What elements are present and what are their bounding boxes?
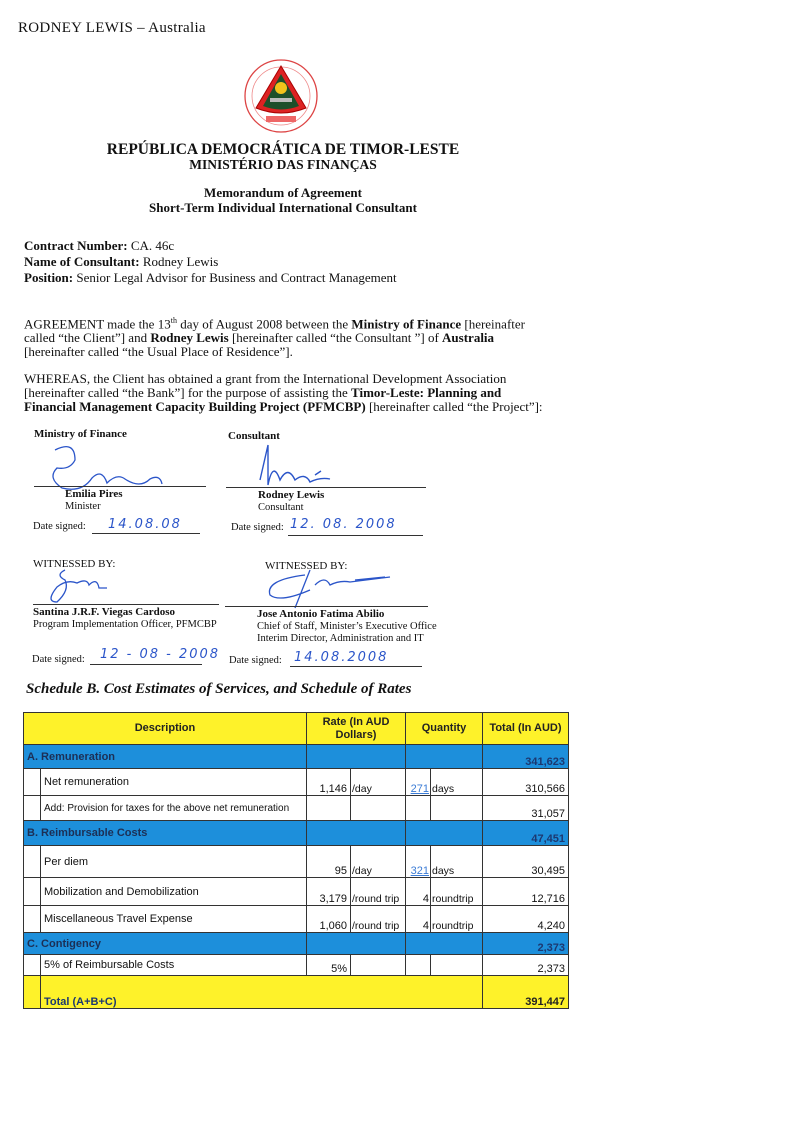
document-subtitle: Short-Term Individual International Consultant xyxy=(149,200,417,215)
section-label: B. Reimbursable Costs xyxy=(24,821,307,846)
page-header-title: RODNEY LEWIS – Australia xyxy=(18,20,206,36)
document-title: Memorandum of Agreement xyxy=(204,185,362,200)
col-header-total: Total (In AUD) xyxy=(483,713,569,745)
agreement-paragraph: AGREEMENT made the 13th day of August 2008 between the Ministry of Finance [hereinafter called “the Client”] and Rodney Lewis [hereinafter called “the Consultant ”] of Australia [hereinafter called “the Usual Place of Residence”]. xyxy=(24,316,525,360)
row-description: Per diem xyxy=(41,846,307,878)
table-row xyxy=(24,906,569,933)
row-rate-unit: /round trip xyxy=(351,906,406,933)
indent-cell xyxy=(24,769,41,796)
empty-cell xyxy=(307,933,406,955)
row-rate xyxy=(307,796,351,821)
witness-date-left: 12 - 08 - 2008 xyxy=(100,647,221,662)
row-rate: 3,179 xyxy=(307,878,351,906)
section-row xyxy=(24,745,569,769)
witness-heading-left: WITNESSED BY: xyxy=(33,558,116,570)
section-total: 2,373 xyxy=(483,933,569,955)
empty-cell xyxy=(307,745,406,769)
row-rate-unit: /day xyxy=(351,769,406,796)
empty-cell xyxy=(406,933,483,955)
consultant-name: Name of Consultant: Rodney Lewis xyxy=(24,254,219,269)
date-label-left: Date signed: xyxy=(33,521,86,532)
row-rate: 1,060 xyxy=(307,906,351,933)
witness-date-right: 14.08.2008 xyxy=(294,650,389,665)
table-row xyxy=(24,878,569,906)
row-description: Miscellaneous Travel Expense xyxy=(41,906,307,933)
row-rate: 5% xyxy=(307,955,351,976)
signature-jose-abilio xyxy=(255,565,405,610)
row-total: 30,495 xyxy=(483,846,569,878)
table-row xyxy=(24,769,569,796)
indent-cell xyxy=(24,796,41,821)
grand-total-row xyxy=(24,976,569,1009)
signer-name-left: Emilia Pires Minister xyxy=(65,488,123,512)
row-quantity-unit: roundtrip xyxy=(431,906,483,933)
row-quantity-unit: days xyxy=(431,846,483,878)
indent-cell xyxy=(24,846,41,878)
date-signed-left: 14.08.08 xyxy=(108,517,182,532)
signature-heading-consultant: Consultant xyxy=(228,430,280,442)
indent-cell xyxy=(24,878,41,906)
row-quantity: 271 xyxy=(406,769,431,796)
row-quantity-unit: days xyxy=(431,769,483,796)
date-label-right: Date signed: xyxy=(231,522,284,533)
row-total: 31,057 xyxy=(483,796,569,821)
col-header-rate: Rate (In AUD Dollars) xyxy=(307,713,406,745)
col-header-description: Description xyxy=(24,713,307,745)
row-quantity-unit xyxy=(431,796,483,821)
cost-estimates-table xyxy=(23,712,569,1009)
row-rate-unit: /round trip xyxy=(351,878,406,906)
section-row xyxy=(24,933,569,955)
indent-cell xyxy=(24,976,41,1009)
row-quantity-unit: roundtrip xyxy=(431,878,483,906)
row-rate: 95 xyxy=(307,846,351,878)
row-total: 310,566 xyxy=(483,769,569,796)
row-quantity: 4 xyxy=(406,878,431,906)
row-rate: 1,146 xyxy=(307,769,351,796)
witness-date-label-right: Date signed: xyxy=(229,655,282,666)
country-heading: REPÚBLICA DEMOCRÁTICA DE TIMOR-LESTE xyxy=(106,141,460,158)
section-row xyxy=(24,821,569,846)
table-row xyxy=(24,955,569,976)
row-total: 2,373 xyxy=(483,955,569,976)
indent-cell xyxy=(24,955,41,976)
schedule-title: Schedule B. Cost Estimates of Services, and Schedule of Rates xyxy=(26,681,412,697)
signature-santina-cardoso xyxy=(45,565,125,605)
ministry-heading: MINISTÉRIO DAS FINANÇAS xyxy=(189,157,377,172)
table-header-row xyxy=(24,713,569,745)
row-quantity: 321 xyxy=(406,846,431,878)
grand-total-value: 391,447 xyxy=(483,976,569,1009)
section-total: 47,451 xyxy=(483,821,569,846)
empty-cell xyxy=(406,745,483,769)
witness-name-left: Santina J.R.F. Viegas Cardoso Program Implementation Officer, PFMCBP xyxy=(33,606,217,630)
table-row xyxy=(24,796,569,821)
row-total: 12,716 xyxy=(483,878,569,906)
empty-cell xyxy=(406,821,483,846)
national-seal-icon xyxy=(236,56,326,140)
row-total: 4,240 xyxy=(483,906,569,933)
col-header-quantity: Quantity xyxy=(406,713,483,745)
row-description: Mobilization and Demobilization xyxy=(41,878,307,906)
row-quantity xyxy=(406,955,431,976)
row-rate-unit xyxy=(351,796,406,821)
section-label: A. Remuneration xyxy=(24,745,307,769)
row-description: 5% of Reimbursable Costs xyxy=(41,955,307,976)
empty-cell xyxy=(307,821,406,846)
row-rate-unit xyxy=(351,955,406,976)
grand-total-label: Total (A+B+C) xyxy=(41,976,483,1009)
table-row xyxy=(24,846,569,878)
section-total: 341,623 xyxy=(483,745,569,769)
witness-name-right: Jose Antonio Fatima Abilio Chief of Staff, Minister’s Executive Office Interim Director, Administration and IT xyxy=(257,608,437,644)
section-label: C. Contigency xyxy=(24,933,307,955)
row-description: Net remuneration xyxy=(41,769,307,796)
signature-rodney-lewis xyxy=(250,440,370,490)
row-quantity xyxy=(406,796,431,821)
date-signed-right: 12. 08. 2008 xyxy=(290,517,397,532)
row-quantity: 4 xyxy=(406,906,431,933)
contract-number: Contract Number: CA. 46c xyxy=(24,238,175,253)
witness-heading-right: WITNESSED BY: xyxy=(265,560,348,572)
signature-heading-ministry: Ministry of Finance xyxy=(34,428,127,440)
row-rate-unit: /day xyxy=(351,846,406,878)
signer-name-right: Rodney Lewis Consultant xyxy=(258,489,325,513)
indent-cell xyxy=(24,906,41,933)
row-quantity-unit xyxy=(431,955,483,976)
consultant-position: Position: Senior Legal Advisor for Business and Contract Management xyxy=(24,270,397,285)
whereas-paragraph: WHEREAS, the Client has obtained a grant from the International Development Association [hereinafter called “the Bank”] for the purpose of assisting the Timor-Leste: Planning and Financial Management Capacity Building Project (PFMCBP) [hereinafter called “the Project”]: xyxy=(24,371,543,414)
witness-date-label-left: Date signed: xyxy=(32,654,85,665)
row-description: Add: Provision for taxes for the above net remuneration xyxy=(41,796,307,821)
